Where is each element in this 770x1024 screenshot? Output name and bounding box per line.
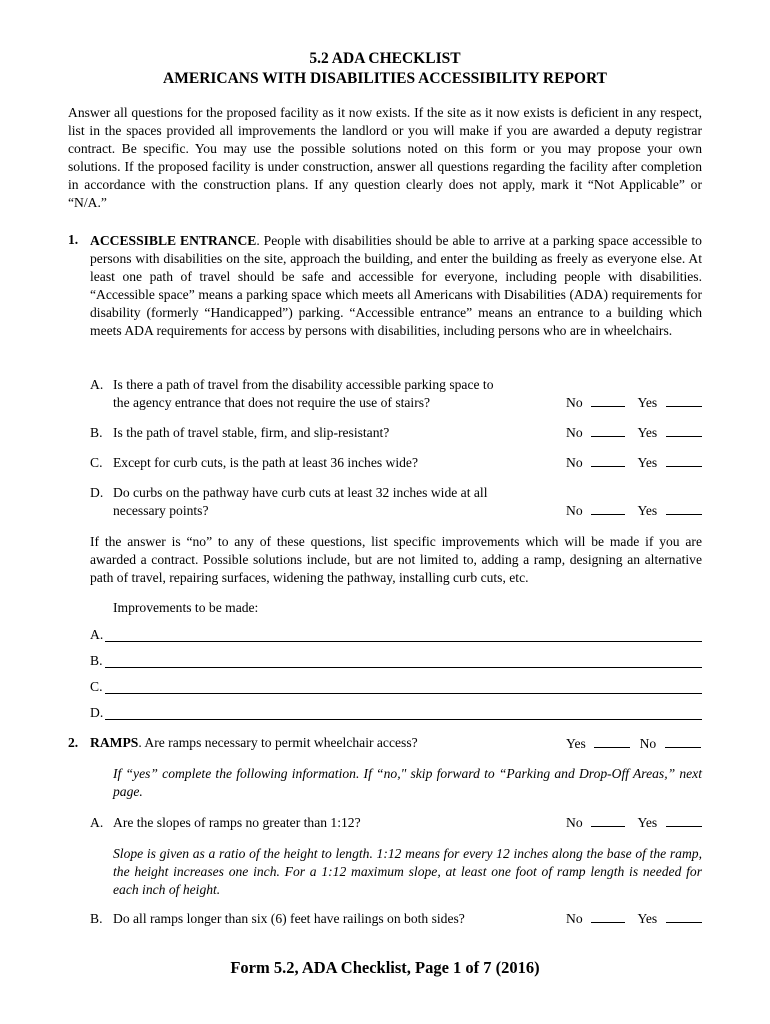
yes-blank[interactable] bbox=[666, 424, 702, 437]
answer-2b[interactable] bbox=[566, 910, 704, 927]
question-letter: A. bbox=[90, 377, 104, 392]
question-letter: D. bbox=[90, 485, 104, 500]
yes-blank[interactable] bbox=[666, 454, 702, 467]
no-label: No bbox=[566, 815, 583, 830]
question-text-line: Do curbs on the pathway have curb cuts at least 32 inches wide at all bbox=[113, 485, 488, 500]
no-label: No bbox=[566, 503, 583, 518]
answer-2[interactable] bbox=[566, 735, 704, 752]
section-1-paragraph bbox=[90, 232, 702, 340]
section-1-number: 1. bbox=[68, 232, 79, 247]
improvement-line-a[interactable] bbox=[90, 627, 702, 645]
answer-1b[interactable] bbox=[566, 424, 704, 441]
yes-blank[interactable] bbox=[666, 814, 702, 827]
yes-blank[interactable] bbox=[666, 910, 702, 923]
section-2-number: 2. bbox=[68, 735, 79, 750]
improvement-input-line[interactable] bbox=[105, 641, 702, 642]
slope-note: Slope is given as a ratio of the height to length. 1:12 means for every 12 inches along the base of the ramp, the height increases one inch. For a 1:12 maximum slope, at least one foot of ramp length is needed for each inch of height. bbox=[113, 846, 702, 897]
question-text-line: necessary points? bbox=[113, 503, 209, 518]
question-text-line: Do all ramps longer than six (6) feet have railings on both sides? bbox=[113, 911, 465, 926]
no-label: No bbox=[566, 455, 583, 470]
improvement-input-line[interactable] bbox=[105, 693, 702, 694]
question-text-line: Except for curb cuts, is the path at least 36 inches wide? bbox=[113, 455, 419, 470]
section-2-question bbox=[90, 735, 418, 751]
no-label: No bbox=[566, 425, 583, 440]
followup-paragraph: If the answer is “no” to any of these questions, list specific improvements which will be made if you are awarded a contract. Possible solutions include, but are not limited to, adding a ramp, designing an alternative path of travel, repairing surfaces, widening the pathway, installing curb cuts, etc. bbox=[90, 534, 702, 585]
yes-label: Yes bbox=[637, 455, 658, 470]
improvements-label: Improvements to be made: bbox=[113, 600, 259, 615]
improvement-input-line[interactable] bbox=[105, 667, 702, 668]
yes-blank[interactable] bbox=[594, 735, 630, 748]
improvement-line-d[interactable] bbox=[90, 705, 702, 723]
improvement-letter: A. bbox=[90, 627, 104, 642]
section-1-heading: ACCESSIBLE ENTRANCE bbox=[90, 233, 257, 248]
improvement-letter: B. bbox=[90, 653, 103, 668]
yes-label: Yes bbox=[566, 736, 586, 751]
improvement-line-b[interactable] bbox=[90, 653, 702, 671]
section-2-heading: RAMPS bbox=[90, 735, 139, 750]
no-blank[interactable] bbox=[591, 502, 625, 515]
no-blank[interactable] bbox=[591, 424, 625, 437]
answer-1d[interactable] bbox=[566, 502, 704, 519]
question-letter: A. bbox=[90, 815, 104, 830]
question-letter: B. bbox=[90, 425, 103, 440]
no-blank[interactable] bbox=[665, 735, 701, 748]
question-text-line: Is there a path of travel from the disability accessible parking space to bbox=[113, 377, 494, 392]
page-footer: Form 5.2, ADA Checklist, Page 1 of 7 (2016) bbox=[230, 958, 540, 977]
answer-1c[interactable] bbox=[566, 454, 704, 471]
yes-label: Yes bbox=[637, 503, 658, 518]
improvement-letter: D. bbox=[90, 705, 104, 720]
no-label: No bbox=[566, 911, 583, 926]
form-subtitle: AMERICANS WITH DISABILITIES ACCESSIBILITY REPORT bbox=[163, 70, 607, 87]
answer-1a[interactable] bbox=[566, 394, 704, 411]
section-1-text: . People with disabilities should be able to arrive at a parking space accessible to persons with disabilities on the site, approach the building, and enter the building as freely as everyone else. At least one path of travel should be safe and accessible for everyone, including people with disabilities. “Accessible space” means a parking space which meets all Americans with Disabilities (ADA) requirements for disability (formerly “Handicapped”) parking. “Accessible entrance” means an entrance to a building which meets ADA requirements for access by persons with disabilities, including persons who are in wheelchairs. bbox=[90, 233, 702, 338]
question-text-line: the agency entrance that does not require the use of stairs? bbox=[113, 395, 431, 410]
section-2-question-text: . Are ramps necessary to permit wheelchair access? bbox=[138, 735, 418, 750]
no-blank[interactable] bbox=[591, 454, 625, 467]
section-2-instructions: If “yes” complete the following information. If “no," skip forward to “Parking and Drop-Off Areas,” next page. bbox=[113, 766, 702, 799]
yes-label: Yes bbox=[637, 815, 658, 830]
yes-blank[interactable] bbox=[666, 394, 702, 407]
question-text-line: Are the slopes of ramps no greater than 1:12? bbox=[113, 815, 361, 830]
no-label: No bbox=[566, 395, 583, 410]
form-title: 5.2 ADA CHECKLIST bbox=[309, 50, 461, 67]
intro-paragraph: Answer all questions for the proposed facility as it now exists. If the site as it now exists is deficient in any respect, list in the spaces provided all improvements the landlord or you will make if you are awarded a deputy registrar contract. Be specific. You may use the possible solutions noted on this form or you may propose your own solutions. If the proposed facility is under construction, answer all questions regarding the facility after completion in accordance with the construction plans. If any question clearly does not apply, mark it “Not Applicable” or “N/A.” bbox=[68, 105, 702, 210]
yes-blank[interactable] bbox=[666, 502, 702, 515]
question-letter: C. bbox=[90, 455, 103, 470]
yes-label: Yes bbox=[637, 425, 658, 440]
no-blank[interactable] bbox=[591, 910, 625, 923]
improvement-input-line[interactable] bbox=[105, 719, 702, 720]
no-blank[interactable] bbox=[591, 814, 625, 827]
no-label: No bbox=[639, 736, 657, 751]
improvement-line-c[interactable] bbox=[90, 679, 702, 697]
improvement-letter: C. bbox=[90, 679, 103, 694]
yes-label: Yes bbox=[637, 911, 658, 926]
yes-label: Yes bbox=[637, 395, 658, 410]
question-letter: B. bbox=[90, 911, 103, 926]
no-blank[interactable] bbox=[591, 394, 625, 407]
question-text-line: Is the path of travel stable, firm, and slip-resistant? bbox=[113, 425, 390, 440]
answer-2a[interactable] bbox=[566, 814, 704, 831]
